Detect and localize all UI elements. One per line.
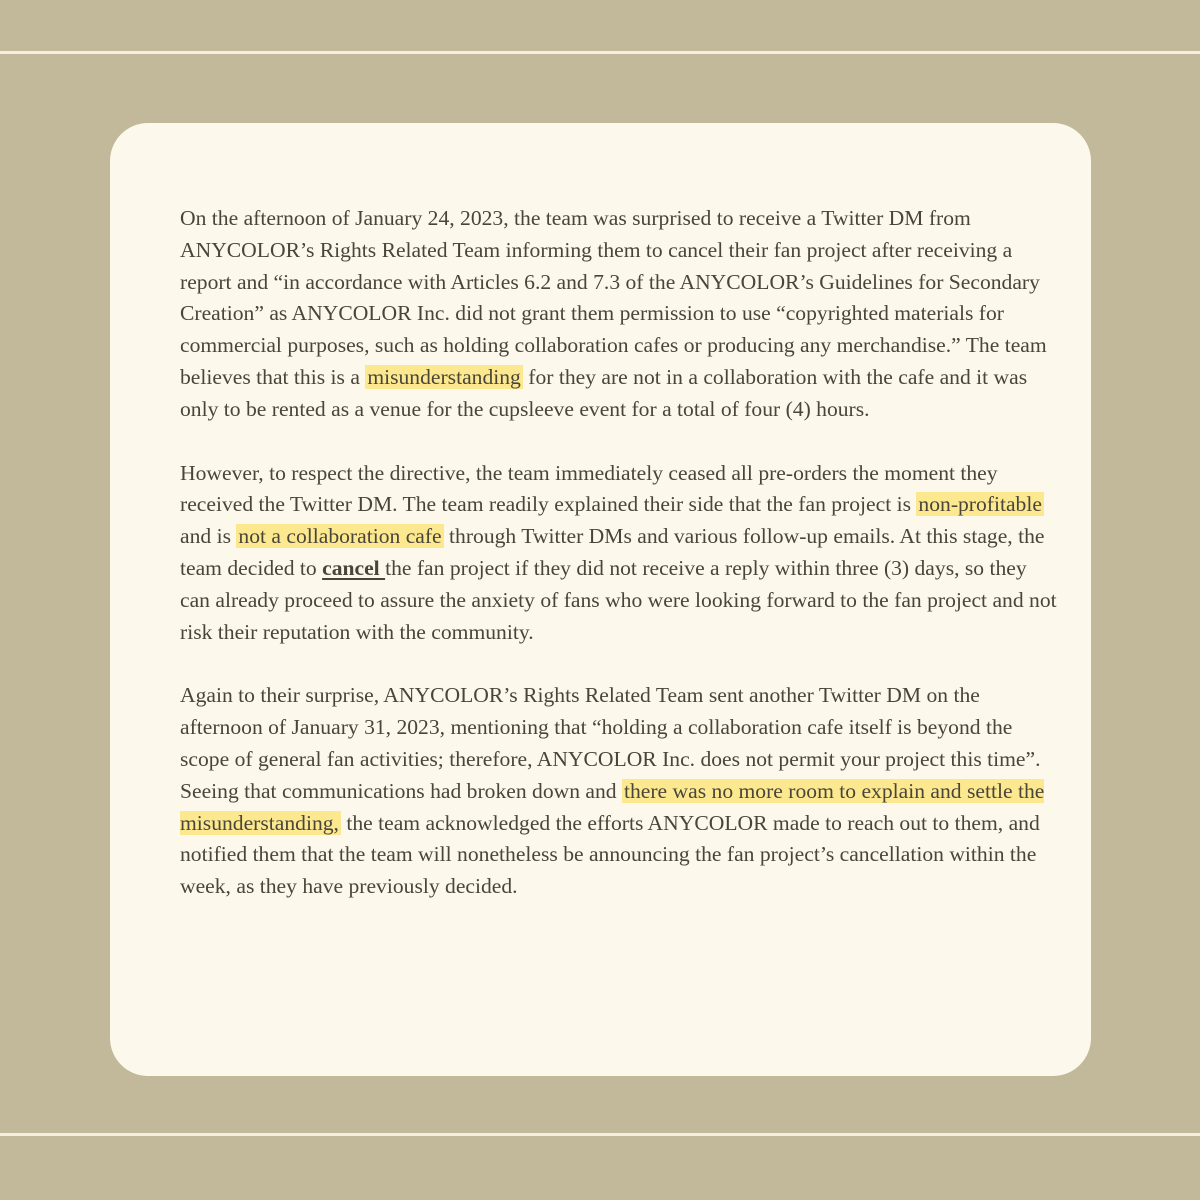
paragraph-2 bbox=[180, 458, 1060, 649]
text-segment: the fan project if they did not receive a reply within three (3) days, so they can already proceed to assure the anxiety of fans who were looking forward to the fan project and not risk their reputation with the community. bbox=[180, 555, 1057, 644]
text-segment: Again to their surprise, ANYCOLOR’s Rights Related Team sent another Twitter DM on the afternoon of January 31, 2023, mentioning that “holding a collaboration cafe itself is beyond the scope of general fan activities; therefore, ANYCOLOR Inc. does not permit your project this time”. Seeing that communications had broken down and bbox=[180, 683, 1041, 803]
highlight-non-profitable: non-profitable bbox=[918, 492, 1042, 517]
top-divider-line bbox=[0, 51, 1200, 54]
text-segment: and is bbox=[180, 524, 237, 549]
emphasis-cancel: cancel bbox=[322, 555, 386, 580]
highlight-misunderstanding: misunderstanding bbox=[367, 364, 521, 389]
paragraph-1 bbox=[180, 203, 1060, 426]
text-segment: for they are not in a collaboration with the cafe and it was only to be rented as a venue for the cupsleeve event for a total of four (4) hours. bbox=[180, 364, 1028, 421]
text-segment: However, to respect the directive, the team immediately ceased all pre-orders the moment they received the Twitter DM. The team readily explained their side that the fan project is bbox=[180, 460, 998, 517]
text-segment: through Twitter DMs and various follow-up emails. At this stage, the team decided to bbox=[180, 524, 1045, 580]
highlight-not-collaboration-cafe: not a collaboration cafe bbox=[238, 524, 442, 549]
bottom-divider-line bbox=[0, 1133, 1200, 1136]
paragraph-3 bbox=[180, 680, 1060, 903]
content-card bbox=[110, 123, 1091, 1076]
text-segment: the team acknowledged the efforts ANYCOLOR made to reach out to them, and notified them that the team will nonetheless be announcing the fan project’s cancellation within the week, as they have previously decided. bbox=[180, 810, 1040, 899]
statement-text bbox=[180, 203, 1060, 935]
highlight-no-more-room: there was no more room to explain and settle the misunderstanding, bbox=[180, 778, 1045, 835]
text-segment: On the afternoon of January 24, 2023, the team was surprised to receive a Twitter DM from ANYCOLOR’s Rights Related Team informing them to cancel their fan project after receiving a report and “in accordance with Articles 6.2 and 7.3 of the ANYCOLOR’s Guidelines for Secondary Creation” as ANYCOLOR Inc. did not grant them permission to use “copyrighted materials for commercial purposes, such as holding collaboration cafes or producing any merchandise.” The team believes that this is a bbox=[180, 206, 1047, 389]
